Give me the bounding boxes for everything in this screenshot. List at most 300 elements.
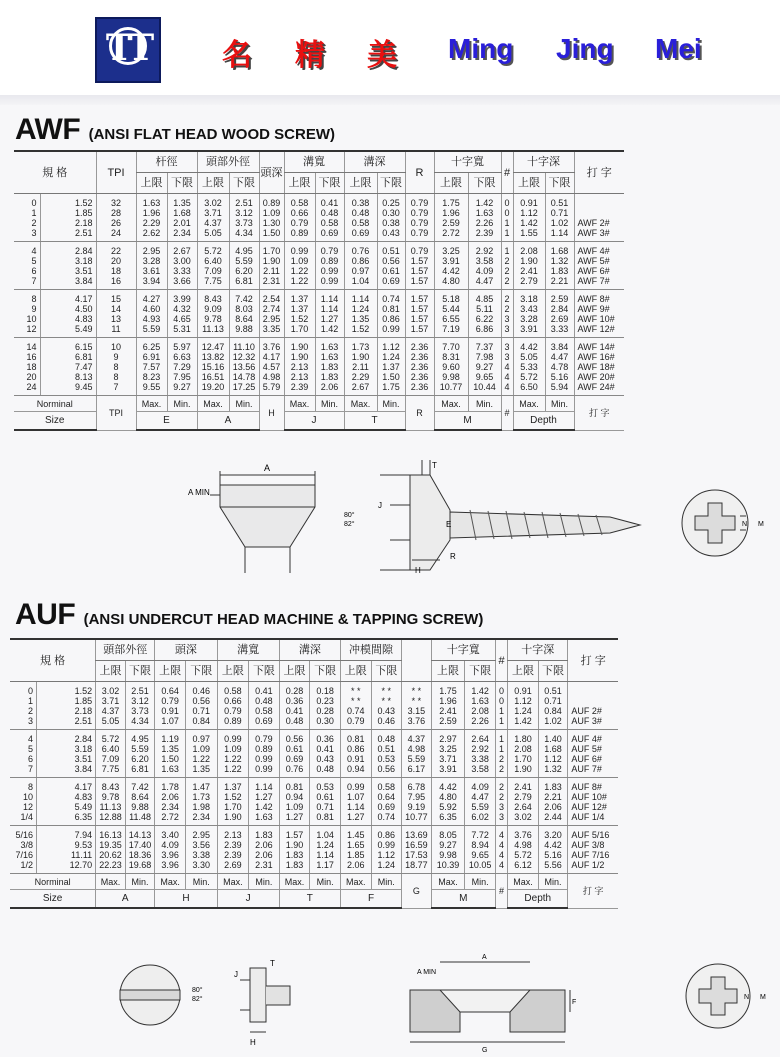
auf-h-max: 上限 (155, 661, 186, 682)
auf-h-min: 下限 (310, 661, 341, 682)
auf-h-mark: 打 字 (568, 639, 618, 682)
auf-cell-size: 2.84 3.18 3.51 3.84 (37, 730, 96, 778)
awf-f-max: Max. (344, 396, 377, 412)
auf-f-max: Max. (217, 874, 249, 890)
awf-cell-marking: AWF 14# AWF 16# AWF 18# AWF 20# AWF 24# (574, 338, 624, 396)
auf-cell-value: 2.95 3.56 3.38 3.30 (185, 826, 217, 874)
brand-en-2: Jing (556, 33, 614, 64)
auf-cell-value: 5.72 6.40 7.09 7.75 (96, 730, 126, 778)
awf-h-max: 上限 (434, 173, 468, 194)
auf-f-min: Min. (310, 874, 341, 890)
awf-h-crossw: 十字寬 (434, 151, 501, 173)
auf-cell-marking: AUF 5/16 AUF 3/8 AUF 7/16 AUF 1/2 (568, 826, 618, 874)
auf-f-min: Min. (185, 874, 217, 890)
awf-cell-value: 0 0 1 1 (501, 194, 513, 242)
auf-cell-value: 0.99 1.09 1.22 1.22 (217, 730, 249, 778)
auf-f-max: Max. (431, 874, 465, 890)
awf-header-row (14, 151, 624, 173)
auf-cell-value: 2.64 2.92 3.38 3.58 (465, 730, 496, 778)
awf-subtitle: (ANSI FLAT HEAD WOOD SCREW) (88, 126, 335, 143)
auf-f-t: T (279, 890, 340, 909)
auf-cell-value: 0.18 0.23 0.28 0.30 (310, 682, 341, 730)
brand-cn-2: 精 (295, 38, 325, 73)
auf-cell-value: 1.80 2.08 1.70 1.90 (508, 730, 539, 778)
header-divider (0, 95, 780, 105)
awf-h-max: 上限 (513, 173, 545, 194)
awf-cell-value: 1.90 1.90 2.13 2.13 2.39 (284, 338, 315, 396)
awf-h-headod: 頭部外徑 (197, 151, 259, 173)
awf-cell-number: 0 1 2 3 (14, 194, 40, 242)
auf-cell-value: 0.99 1.07 1.14 1.27 (340, 778, 371, 826)
awf-cell-number: 14 16 18 20 24 (14, 338, 40, 396)
auf-angle-82: 82° (192, 996, 203, 1003)
auf-cell-value: 4.95 5.59 6.20 6.81 (125, 730, 155, 778)
awf-cell-value: 0.41 0.48 0.58 0.69 (315, 194, 344, 242)
awf-cell-value: 0.99 1.09 1.22 1.22 (284, 242, 315, 290)
auf-f-max: Max. (340, 874, 371, 890)
awf-h-shank: 杆徑 (136, 151, 197, 173)
auf-h-max: 上限 (217, 661, 249, 682)
auf-cell-value: 1.42 1.63 2.08 2.26 (465, 682, 496, 730)
auf-cell-value: 1.78 2.06 2.34 2.72 (155, 778, 186, 826)
awf-cell-value: 2.08 1.90 2.41 2.79 (513, 242, 545, 290)
awf-cell-tpi: 10 9 8 8 7 (96, 338, 136, 396)
awf-f-t: T (344, 412, 405, 431)
awf-cell-value: 5.18 5.44 6.55 7.19 (434, 290, 468, 338)
awf-cell-value: 0.91 1.12 1.42 1.55 (513, 194, 545, 242)
awf-cell-value: 3.84 4.47 4.78 5.16 5.94 (545, 338, 574, 396)
awf-h-max: 上限 (197, 173, 229, 194)
company-logo (95, 17, 161, 83)
auf-dim-j: J (234, 970, 238, 979)
awf-f-max: Max. (197, 396, 229, 412)
auf-diagram (110, 950, 775, 1055)
awf-cell-tpi: 22 20 18 16 (96, 242, 136, 290)
awf-cell-value: 1.37 1.37 1.52 1.70 (284, 290, 315, 338)
auf-cell-value: 0.64 0.79 0.91 1.07 (155, 682, 186, 730)
auf-row-group (10, 826, 618, 874)
auf-cell-value: 0.58 0.64 0.69 0.74 (371, 778, 402, 826)
awf-h-headh: 頭深 (259, 151, 284, 194)
auf-code: AUF (15, 598, 76, 631)
awf-h-slotd: 溝深 (344, 151, 405, 173)
auf-cell-value: 2.41 2.79 2.64 3.02 (508, 778, 539, 826)
auf-cell-value: 0.28 0.36 0.41 0.48 (279, 682, 310, 730)
auf-h-slotd: 溝深 (279, 639, 340, 661)
awf-cell-value: 0.89 1.09 1.30 1.50 (259, 194, 284, 242)
awf-cell-value: 1.12 1.24 1.37 1.50 1.75 (377, 338, 405, 396)
awf-f-tpi: TPI (96, 396, 136, 431)
awf-cell-value: 2.36 2.36 2.36 2.36 2.36 (405, 338, 434, 396)
auf-cell-number: 8 10 12 1/4 (10, 778, 37, 826)
auf-row-group (10, 778, 618, 826)
awf-cell-value: 0.79 1.57 1.57 1.57 (405, 242, 434, 290)
awf-f-min: Min. (377, 396, 405, 412)
auf-f-f: F (340, 890, 401, 909)
auf-cell-value: 4 4 4 4 (495, 826, 507, 874)
awf-h-min: 下限 (167, 173, 197, 194)
awf-f-max: Max. (513, 396, 545, 412)
brand-en-3: Mei (655, 33, 702, 64)
awf-f-min: Min. (315, 396, 344, 412)
auf-cell-marking: AUF 4# AUF 5# AUF 6# AUF 7# (568, 730, 618, 778)
auf-cell-value: 1.04 1.24 1.14 1.17 (310, 826, 341, 874)
awf-code: AWF (15, 113, 81, 146)
auf-f-min: Min. (465, 874, 496, 890)
awf-h-max: 上限 (344, 173, 377, 194)
auf-f-max: Max. (279, 874, 310, 890)
auf-cell-value: 14.13 17.40 18.36 19.68 (125, 826, 155, 874)
awf-phillips-head-icon (682, 490, 748, 556)
auf-f-max: Max. (155, 874, 186, 890)
auf-h-min: 下限 (371, 661, 402, 682)
awf-h-slotw: 溝寬 (284, 151, 344, 173)
auf-f-nominal: Norminal (10, 874, 96, 890)
auf-cell-size: 4.17 4.83 5.49 6.35 (37, 778, 96, 826)
auf-cell-value: 2.13 2.39 2.39 2.69 (217, 826, 249, 874)
awf-dim-t: T (432, 461, 437, 470)
auf-f-h: H (155, 890, 217, 909)
auf-h-num: # (495, 639, 507, 682)
auf-cell-value: 7.42 8.64 9.88 11.48 (125, 778, 155, 826)
awf-cell-value: 3.02 3.71 4.37 5.05 (197, 194, 229, 242)
auf-f-j: J (217, 890, 279, 909)
awf-cell-value: 7.42 8.03 8.64 9.88 (229, 290, 259, 338)
awf-section-title (15, 113, 335, 147)
auf-cell-value: 0 0 1 1 (495, 682, 507, 730)
awf-h-min: 下限 (315, 173, 344, 194)
auf-f-size: Size (10, 890, 96, 909)
auf-h-max: 上限 (431, 661, 465, 682)
awf-f-h: H (259, 396, 284, 431)
auf-h-headh: 頭深 (155, 639, 217, 661)
awf-cell-value: 1 2 2 2 (501, 242, 513, 290)
auf-f-min: Min. (371, 874, 402, 890)
awf-h-min: 下限 (229, 173, 259, 194)
awf-cell-size: 2.84 3.18 3.51 3.84 (40, 242, 96, 290)
awf-h-size: 規 格 (14, 151, 96, 194)
awf-f-e: E (136, 412, 197, 431)
auf-row-group (10, 682, 618, 730)
brand-cn-1: 名 (222, 38, 252, 73)
auf-cell-value: 2.51 3.12 3.73 4.34 (125, 682, 155, 730)
awf-cell-value: 2.67 3.00 3.33 3.66 (167, 242, 197, 290)
auf-h-headod: 頭部外徑 (96, 639, 155, 661)
auf-h-min: 下限 (538, 661, 568, 682)
auf-cell-value: 16.13 19.35 20.62 22.23 (96, 826, 126, 874)
auf-dim-t: T (270, 959, 275, 968)
auf-cell-number: 4 5 6 7 (10, 730, 37, 778)
awf-f-m: M (434, 412, 501, 431)
awf-row-group (14, 194, 624, 242)
auf-cell-value: 8.43 9.78 11.13 12.88 (96, 778, 126, 826)
awf-cell-size: 4.17 4.50 4.83 5.49 (40, 290, 96, 338)
auf-cell-value: 13.69 16.59 17.53 18.77 (402, 826, 432, 874)
auf-h-slotw: 溝寬 (217, 639, 279, 661)
awf-f-a: A (197, 412, 259, 431)
auf-cell-value: 1 1 2 2 (495, 730, 507, 778)
awf-cell-size: 6.15 6.81 7.47 8.13 9.45 (40, 338, 96, 396)
awf-cell-value: 1.14 1.24 1.35 1.52 (344, 290, 377, 338)
auf-slotted-head-icon (120, 965, 180, 1025)
awf-cell-value: 4.95 5.59 6.20 6.81 (229, 242, 259, 290)
auf-dim-f: F (572, 999, 577, 1006)
auf-cell-value: 4.09 4.47 5.59 6.02 (465, 778, 496, 826)
page-header (0, 0, 780, 95)
awf-cell-value: 2.92 3.58 4.09 4.47 (468, 242, 501, 290)
awf-row-group (14, 338, 624, 396)
auf-cell-value: 4.42 4.80 5.92 6.35 (431, 778, 465, 826)
awf-cell-marking: AWF 4# AWF 5# AWF 6# AWF 7# (574, 242, 624, 290)
auf-cell-marking: AUF 8# AUF 10# AUF 12# AUF 1/4 (568, 778, 618, 826)
auf-cell-value: 3.76 4.98 5.72 6.12 (508, 826, 539, 874)
awf-cell-value: 0.51 0.56 0.61 0.69 (377, 242, 405, 290)
awf-f-mark: 打 字 (574, 396, 624, 431)
awf-h-r: R (405, 151, 434, 194)
auf-h-max: 上限 (279, 661, 310, 682)
auf-h-min: 下限 (249, 661, 280, 682)
awf-f-nominal: Norminal (14, 396, 96, 412)
awf-cell-value: 1.75 1.96 2.59 2.72 (434, 194, 468, 242)
awf-cell-value: 12.47 13.82 15.16 16.51 19.20 (197, 338, 229, 396)
auf-cell-value: 3.40 4.09 3.96 3.96 (155, 826, 186, 874)
awf-dim-e: E (446, 520, 452, 529)
auf-screw-side (240, 968, 290, 1032)
auf-f-min: Min. (249, 874, 280, 890)
awf-dim-r: R (450, 552, 456, 561)
auf-footer-row-2 (10, 890, 618, 909)
awf-cell-value: 5.72 6.40 7.09 7.75 (197, 242, 229, 290)
auf-cell-size: 7.94 9.53 11.11 12.70 (37, 826, 96, 874)
auf-h-crossd: 十字深 (508, 639, 568, 661)
awf-h-min: 下限 (545, 173, 574, 194)
awf-cell-value: 0.38 0.48 0.58 0.69 (344, 194, 377, 242)
awf-f-min: Min. (468, 396, 501, 412)
awf-cell-value: 3.25 3.91 4.42 4.80 (434, 242, 468, 290)
auf-cell-size: 1.52 1.85 2.18 2.51 (37, 682, 96, 730)
awf-cell-value: 0.79 0.89 0.99 0.99 (315, 242, 344, 290)
auf-h-size: 規 格 (10, 639, 96, 682)
auf-cell-value: 1.40 1.68 1.12 1.32 (538, 730, 568, 778)
awf-cell-value: 0.79 0.79 0.79 0.79 (405, 194, 434, 242)
auf-f-max: Max. (508, 874, 539, 890)
awf-cell-value: 3 3 4 4 4 (501, 338, 513, 396)
awf-f-size: Size (14, 412, 96, 431)
auf-f-min: Min. (538, 874, 568, 890)
awf-f-depth: Depth (513, 412, 574, 431)
auf-cell-value: 1.75 1.96 2.41 2.59 (431, 682, 465, 730)
auf-cell-value: 0.79 0.89 0.99 0.99 (249, 730, 280, 778)
awf-cell-value: 1.57 1.57 1.57 1.57 (405, 290, 434, 338)
auf-h-max: 上限 (508, 661, 539, 682)
auf-h-min: 下限 (125, 661, 155, 682)
awf-cell-tpi: 32 28 26 24 (96, 194, 136, 242)
awf-cell-value: 1.63 1.96 2.29 2.62 (136, 194, 167, 242)
auf-h-g (402, 639, 432, 682)
auf-cell-value: 0.97 1.09 1.22 1.35 (185, 730, 217, 778)
awf-f-num: # (501, 396, 513, 431)
auf-cell-value: 1.47 1.73 1.98 2.34 (185, 778, 217, 826)
awf-cell-value: 0.76 0.86 0.97 1.04 (344, 242, 377, 290)
awf-dim-h: H (415, 566, 421, 575)
auf-cell-value: 0.46 0.56 0.71 0.84 (185, 682, 217, 730)
awf-cell-number: 4 5 6 7 (14, 242, 40, 290)
awf-dim-n: N (742, 521, 748, 528)
awf-cell-value: 5.97 6.63 7.29 7.95 9.27 (167, 338, 197, 396)
awf-h-mark: 打 字 (574, 151, 624, 194)
awf-cell-value: 0.74 0.81 0.86 0.99 (377, 290, 405, 338)
auf-cell-value: 0.41 0.48 0.58 0.69 (249, 682, 280, 730)
auf-header-row (10, 639, 618, 661)
awf-cell-value: 4.85 5.11 6.22 6.86 (468, 290, 501, 338)
auf-row-group (10, 730, 618, 778)
awf-cell-value: 3.99 4.32 4.65 5.31 (167, 290, 197, 338)
awf-cell-value: 1.42 1.63 2.26 2.39 (468, 194, 501, 242)
awf-f-max: Max. (136, 396, 167, 412)
awf-cell-value: 0.51 0.71 1.02 1.14 (545, 194, 574, 242)
awf-spec-table (14, 150, 624, 431)
awf-h-max: 上限 (284, 173, 315, 194)
auf-angle-80: 80° (192, 987, 203, 994)
auf-f-num: # (495, 874, 507, 909)
auf-f-min: Min. (125, 874, 155, 890)
auf-cell-value: 0.36 0.41 0.43 0.48 (310, 730, 341, 778)
auf-cell-value: 0.56 0.61 0.69 0.76 (279, 730, 310, 778)
auf-cell-value: * * * * 0.74 0.79 (340, 682, 371, 730)
awf-cell-value: 2.95 3.28 3.61 3.94 (136, 242, 167, 290)
auf-f-mark: 打 字 (568, 874, 618, 909)
auf-cell-value: 7.72 8.94 9.65 10.05 (465, 826, 496, 874)
awf-cell-value: 2.59 2.84 2.69 3.33 (545, 290, 574, 338)
awf-cell-value: 6.25 6.91 7.57 8.23 9.55 (136, 338, 167, 396)
awf-f-min: Min. (545, 396, 574, 412)
awf-dim-m: M (758, 521, 764, 528)
auf-dim-n: N (744, 994, 750, 1001)
awf-head-section (210, 471, 315, 573)
awf-dim-a: A (263, 463, 271, 473)
awf-cell-size: 1.52 1.85 2.18 2.51 (40, 194, 96, 242)
auf-cell-value: 1.14 1.27 1.42 1.63 (249, 778, 280, 826)
awf-angle-80: 80° (344, 512, 355, 519)
auf-section-title (15, 598, 483, 632)
awf-cell-value: 1.14 1.14 1.27 1.42 (315, 290, 344, 338)
auf-h-punch: 冲模間隙 (340, 639, 401, 661)
auf-h-max: 上限 (340, 661, 371, 682)
auf-cell-value: 3.02 3.71 4.37 5.05 (96, 682, 126, 730)
auf-cell-value: * * * * 0.43 0.46 (371, 682, 402, 730)
auf-cell-value: 1.57 1.90 1.83 1.83 (279, 826, 310, 874)
awf-f-max: Max. (434, 396, 468, 412)
auf-cell-value: 0.81 0.94 1.09 1.27 (279, 778, 310, 826)
awf-row-group (14, 242, 624, 290)
auf-cell-value: 4.37 4.98 5.59 6.17 (402, 730, 432, 778)
auf-subheader-row (10, 661, 618, 682)
awf-cell-marking: AWF 8# AWF 9# AWF 10# AWF 12# (574, 290, 624, 338)
auf-spec-table (10, 638, 618, 909)
awf-f-j: J (284, 412, 344, 431)
awf-cell-value: 4.42 5.05 5.33 5.72 6.50 (513, 338, 545, 396)
auf-cell-value: 1.37 1.52 1.70 1.90 (217, 778, 249, 826)
auf-h-min: 下限 (185, 661, 217, 682)
awf-cell-tpi: 15 14 13 11 (96, 290, 136, 338)
auf-cell-value: 0.48 0.51 0.53 0.56 (371, 730, 402, 778)
auf-cell-value: 1.83 2.06 2.06 2.31 (249, 826, 280, 874)
awf-h-min: 下限 (377, 173, 405, 194)
awf-cell-value: 8.43 9.09 9.78 11.13 (197, 290, 229, 338)
awf-cell-value: 2.51 3.12 3.73 4.34 (229, 194, 259, 242)
auf-cell-value: 0.91 1.12 1.24 1.42 (508, 682, 539, 730)
awf-f-min: Min. (229, 396, 259, 412)
auf-dim-a: A (482, 954, 487, 961)
awf-cell-value: 11.10 12.32 13.56 14.78 17.25 (229, 338, 259, 396)
auf-dim-m: M (760, 994, 766, 1001)
auf-f-g: G (402, 874, 432, 909)
awf-f-r: R (405, 396, 434, 431)
awf-footer-row (14, 396, 624, 412)
awf-h-tpi: TPI (96, 151, 136, 194)
auf-cell-value: 0.58 0.66 0.79 0.89 (217, 682, 249, 730)
awf-diagram (150, 455, 770, 580)
awf-h-max: 上限 (136, 173, 167, 194)
awf-cell-value: 2.54 2.74 2.95 3.35 (259, 290, 284, 338)
awf-cell-value: 1.63 1.63 1.83 1.83 2.06 (315, 338, 344, 396)
awf-cell-value: 1.68 1.32 1.83 2.21 (545, 242, 574, 290)
auf-cell-value: 6.78 7.95 9.19 10.77 (402, 778, 432, 826)
auf-cell-value: 0.81 0.86 0.91 0.94 (340, 730, 371, 778)
auf-f-depth: Depth (508, 890, 568, 909)
auf-cell-value: 2.97 3.25 3.71 3.91 (431, 730, 465, 778)
auf-f-a: A (96, 890, 155, 909)
awf-h-min: 下限 (468, 173, 501, 194)
logo-mark: TT (105, 27, 151, 69)
awf-screw-side (380, 460, 640, 570)
auf-phillips-head-icon (686, 964, 750, 1028)
awf-cell-value: 3.18 3.43 3.28 3.91 (513, 290, 545, 338)
awf-cell-value: 1.35 1.68 2.01 2.34 (167, 194, 197, 242)
brand-en-1: Ming (448, 33, 514, 64)
awf-cell-value: 1.73 1.90 2.11 2.29 2.67 (344, 338, 377, 396)
auf-subtitle: (ANSI UNDERCUT HEAD MACHINE & TAPPING SCREW) (83, 611, 484, 628)
auf-cell-value: 1.45 1.65 1.85 2.06 (340, 826, 371, 874)
awf-h-crossd: 十字深 (513, 151, 574, 173)
awf-dim-j: J (378, 501, 382, 510)
auf-cell-value: * * * * 3.15 3.76 (402, 682, 432, 730)
auf-h-max: 上限 (96, 661, 126, 682)
awf-cell-number: 8 9 10 12 (14, 290, 40, 338)
auf-footer-row (10, 874, 618, 890)
auf-dim-h: H (250, 1038, 256, 1047)
auf-cell-number: 5/16 3/8 7/16 1/2 (10, 826, 37, 874)
awf-cell-value: 0.58 0.66 0.79 0.89 (284, 194, 315, 242)
auf-cell-value: 1.83 2.21 2.06 2.44 (538, 778, 568, 826)
awf-data-body (14, 194, 624, 396)
auf-cell-value: 0.51 0.71 0.84 1.02 (538, 682, 568, 730)
awf-row-group (14, 290, 624, 338)
auf-cell-marking: AUF 2# AUF 3# (568, 682, 618, 730)
auf-f-m: M (431, 890, 495, 909)
awf-cell-value: 7.70 8.31 9.60 9.98 10.77 (434, 338, 468, 396)
awf-f-max: Max. (284, 396, 315, 412)
awf-cell-value: 1.70 1.90 2.11 2.31 (259, 242, 284, 290)
auf-h-min: 下限 (465, 661, 496, 682)
awf-cell-value: 4.27 4.60 4.93 5.59 (136, 290, 167, 338)
awf-angle-82: 82° (344, 521, 355, 528)
awf-cell-value: 3.76 4.17 4.57 4.98 5.79 (259, 338, 284, 396)
auf-dim-amin: A MIN (417, 969, 437, 976)
auf-data-body (10, 682, 618, 874)
auf-cell-value: 2 2 3 3 (495, 778, 507, 826)
auf-cell-value: 8.05 9.27 9.98 10.39 (431, 826, 465, 874)
